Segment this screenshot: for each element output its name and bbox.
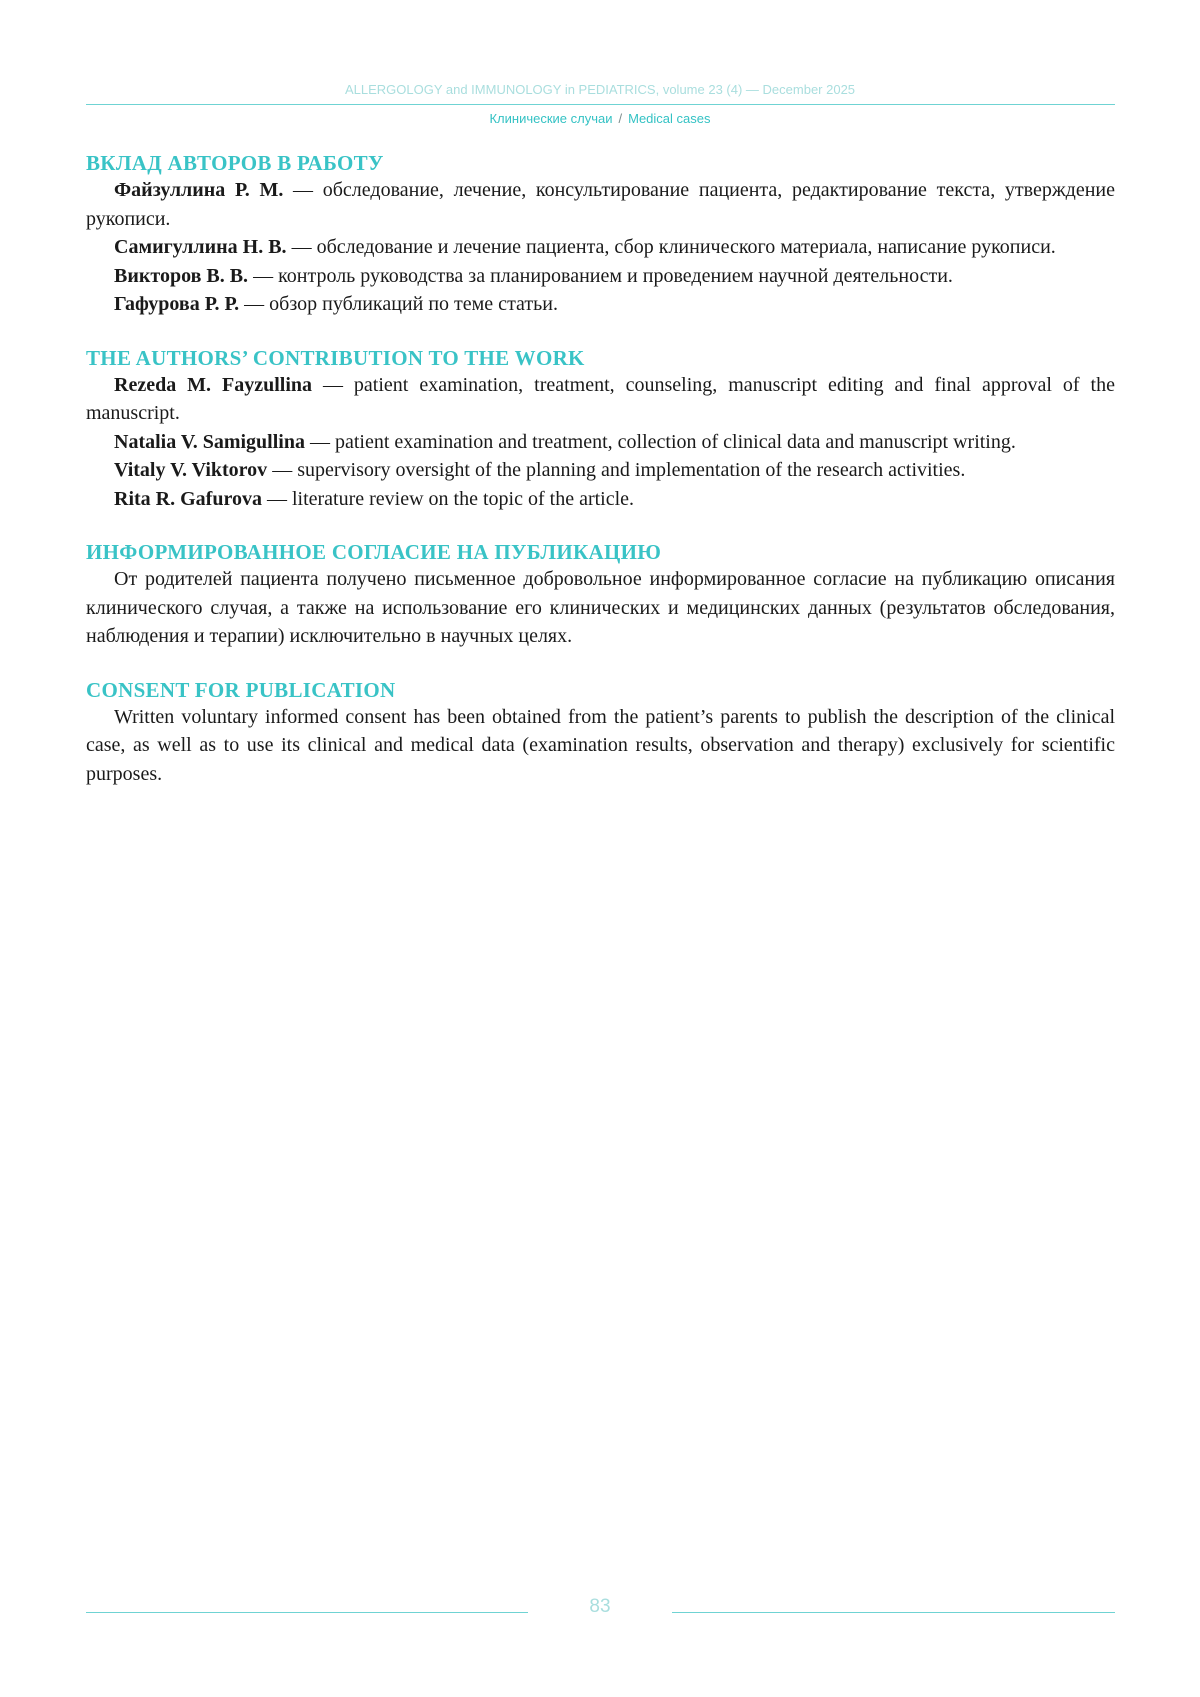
section-breadcrumb (0, 111, 1200, 126)
section-title: ВКЛАД АВТОРОВ В РАБОТУ (86, 151, 384, 175)
author-name: Файзуллина Р. М. (114, 179, 284, 201)
contribution-entry (86, 456, 1115, 485)
contribution-entry (86, 262, 1115, 291)
author-name: Natalia V. Samigullina (114, 430, 305, 453)
contribution-entry (86, 428, 1115, 457)
page-number: 83 (589, 1596, 611, 1617)
author-name: Викторов В. В. (114, 264, 249, 287)
contribution-text: — обзор публикаций по теме статьи. (239, 293, 558, 315)
contribution-text: — обследование и лечение пациента, сбор клинического материала, написание рукописи. (286, 236, 1056, 258)
consent-text: Written voluntary informed consent has been obtained from the patient’s parents to publish the description of the clinical case, as well as to use its clinical and medical data (examination results, observation and therapy) exclusively for scientific purposes. (86, 705, 1115, 785)
contribution-entry (86, 290, 1115, 319)
consent-en (86, 677, 1115, 789)
breadcrumb-separator: / (618, 111, 623, 126)
consent-ru (86, 539, 1115, 651)
contribution-entry (86, 371, 1115, 428)
contribution-text: — literature review on the topic of the article. (261, 487, 635, 510)
consent-text: От родителей пациента получено письменное добровольное информированное согласие на публикацию описания клинического случая, а также на использование его клинических и медицинских данных (результатов обследования, наблюдения и терапии) исключительно в научных целях. (86, 568, 1115, 647)
contribution-entry (86, 176, 1115, 233)
section-label-ru: Клинические случаи (489, 111, 613, 126)
author-name: Гафурова Р. Р. (114, 293, 240, 315)
author-name: Rita R. Gafurova (114, 487, 262, 510)
author-name: Rezeda M. Fayzullina (114, 373, 313, 396)
contribution-entry (86, 485, 1115, 514)
journal-title: ALLERGOLOGY and IMMUNOLOGY in PEDIATRICS, volume 23 (4) — December 2025 (344, 82, 856, 97)
contribution-text: — patient examination and treatment, collection of clinical data and manuscript writing. (304, 430, 1016, 453)
contribution-text: — patient examination, treatment, counseling, manuscript editing and final approval of the manuscript. (86, 373, 1115, 424)
contribution-text: — обследование, лечение, консультирование пациента, редактирование текста, утверждение рукописи. (86, 179, 1115, 230)
section-title: THE AUTHORS’ CONTRIBUTION TO THE WORK (86, 345, 585, 370)
header-divider (86, 104, 1115, 105)
section-label-en: Medical cases (628, 111, 711, 126)
author-name: Самигуллина Н. В. (114, 236, 287, 258)
section-title: ИНФОРМИРОВАННОЕ СОГЛАСИЕ НА ПУБЛИКАЦИЮ (86, 540, 662, 564)
author-contribution-en (86, 345, 1115, 514)
section-title: CONSENT FOR PUBLICATION (86, 677, 396, 702)
author-contribution-ru (86, 150, 1115, 319)
contribution-text: — supervisory oversight of the planning and implementation of the research activities. (267, 459, 966, 481)
author-name: Vitaly V. Viktorov (114, 459, 268, 481)
contribution-text: — контроль руководства за планированием и проведением научной деятельности. (248, 264, 953, 287)
page-body (86, 150, 1115, 814)
footer-divider-right (672, 1612, 1115, 1613)
contribution-entry (86, 233, 1115, 262)
